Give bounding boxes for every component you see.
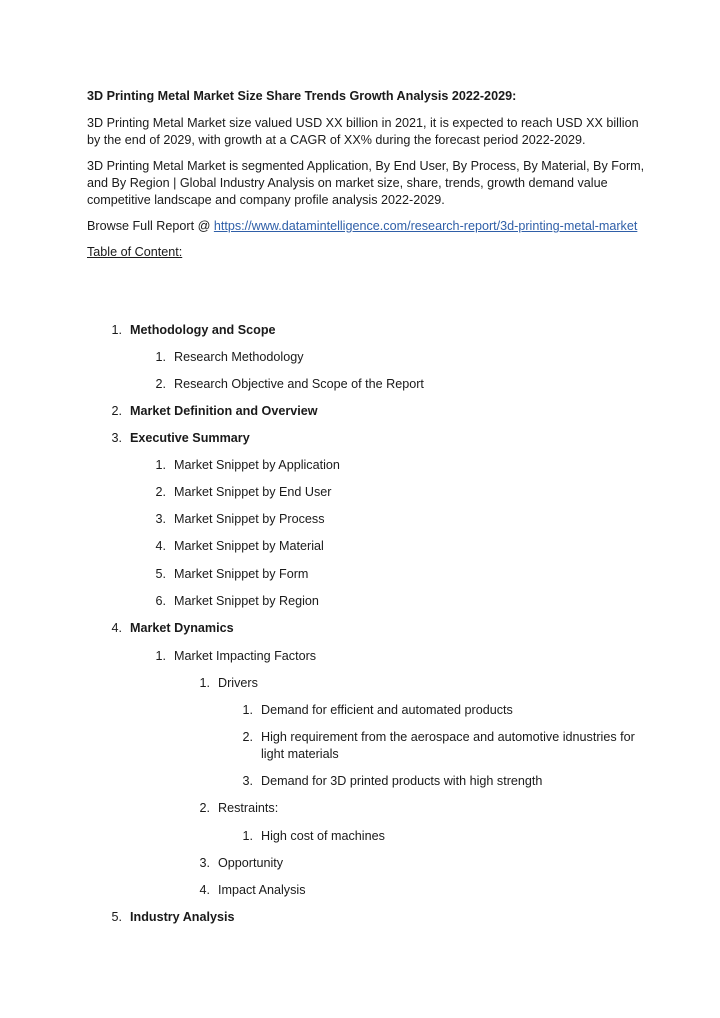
toc-label: Table of Content: (87, 245, 183, 259)
toc-item-label: Research Objective and Scope of the Report (174, 377, 424, 391)
toc-item (111, 430, 250, 447)
toc-item (155, 566, 309, 583)
toc-item-label: Market Snippet by Application (174, 458, 340, 472)
toc-item (155, 349, 304, 366)
browse-prefix: Browse Full Report @ (87, 219, 214, 233)
toc-item-number: 3. (242, 774, 253, 788)
toc-item (199, 675, 258, 692)
toc-item-number: 1. (199, 676, 210, 690)
toc-item-label: Methodology and Scope (130, 323, 276, 337)
toc-item (242, 729, 641, 763)
toc-item-number: 4. (155, 539, 166, 553)
toc-item-number: 3. (155, 512, 166, 526)
toc-item (155, 593, 319, 610)
toc-item (242, 702, 513, 719)
toc-item (155, 538, 324, 555)
toc-item-label: Market Snippet by Form (174, 567, 309, 581)
toc-item-number: 5. (155, 567, 166, 581)
toc-item (111, 322, 276, 339)
toc-item (242, 828, 385, 845)
toc-item (111, 909, 235, 926)
toc-item (242, 773, 543, 790)
report-link[interactable]: https://www.datamintelligence.com/research-report/3d-printing-metal-market (213, 219, 638, 233)
toc-item-number: 1. (155, 350, 166, 364)
toc-item (155, 376, 424, 393)
toc-item-label: High cost of machines (261, 829, 385, 843)
toc-item-number: 1. (242, 829, 253, 843)
toc-item (111, 620, 234, 637)
toc-item (199, 882, 306, 899)
toc-item-number: 3. (111, 431, 122, 445)
toc-item (199, 855, 284, 872)
toc-item-number: 3. (199, 856, 210, 870)
toc-item (155, 648, 317, 665)
toc-item-label: Demand for 3D printed products with high strength (261, 774, 543, 788)
toc-item-label: Drivers (218, 676, 258, 690)
toc-item-label: Market Snippet by Region (174, 594, 319, 608)
toc-item-label: Industry Analysis (130, 910, 235, 924)
toc-item (155, 484, 332, 501)
toc-item-label: Opportunity (218, 856, 284, 870)
toc-item-label: Impact Analysis (218, 883, 306, 897)
toc-item-number: 4. (199, 883, 210, 897)
toc-item-number: 1. (242, 703, 253, 717)
toc-item-label: Market Snippet by End User (174, 485, 332, 499)
toc-item-number: 2. (242, 730, 253, 744)
toc-item-label: Market Snippet by Process (174, 512, 325, 526)
document-title: 3D Printing Metal Market Size Share Trends Growth Analysis 2022-2029: (87, 89, 517, 103)
toc-item-number: 2. (155, 485, 166, 499)
toc-item-label: Market Impacting Factors (174, 649, 317, 663)
toc-item-label: High requirement from the aerospace and automotive idnustries for light materials (261, 730, 635, 761)
toc-item (199, 800, 279, 817)
toc-item-label: Market Definition and Overview (130, 404, 318, 418)
toc-item-number: 2. (111, 404, 122, 418)
toc-item-label: Market Dynamics (130, 621, 234, 635)
toc-item-number: 2. (155, 377, 166, 391)
market-size-paragraph: 3D Printing Metal Market size valued USD XX billion in 2021, it is expected to reach USD XX billion by the end of 2029, with growth at a CAGR of XX% during the forecast period 2022-2029. (87, 116, 639, 147)
toc-item-label: Executive Summary (130, 431, 250, 445)
toc-item (155, 457, 340, 474)
toc-item-label: Demand for efficient and automated products (261, 703, 513, 717)
toc-item-number: 5. (111, 910, 122, 924)
toc-item (111, 403, 318, 420)
toc-item-number: 1. (111, 323, 122, 337)
toc-item-label: Restraints: (218, 801, 279, 815)
toc-item-number: 4. (111, 621, 122, 635)
toc-item-number: 2. (199, 801, 210, 815)
toc-item-label: Market Snippet by Material (174, 539, 324, 553)
toc-item-number: 1. (155, 649, 166, 663)
toc-item-number: 6. (155, 594, 166, 608)
toc-item (155, 511, 325, 528)
toc-item-number: 1. (155, 458, 166, 472)
toc-item-label: Research Methodology (174, 350, 304, 364)
segmentation-paragraph: 3D Printing Metal Market is segmented Application, By End User, By Process, By Material, By Form, and By Region | Global Industry Analysis on market size, share, trends, growth demand value competitive landscape and company profile analysis 2022-2029. (87, 159, 645, 207)
